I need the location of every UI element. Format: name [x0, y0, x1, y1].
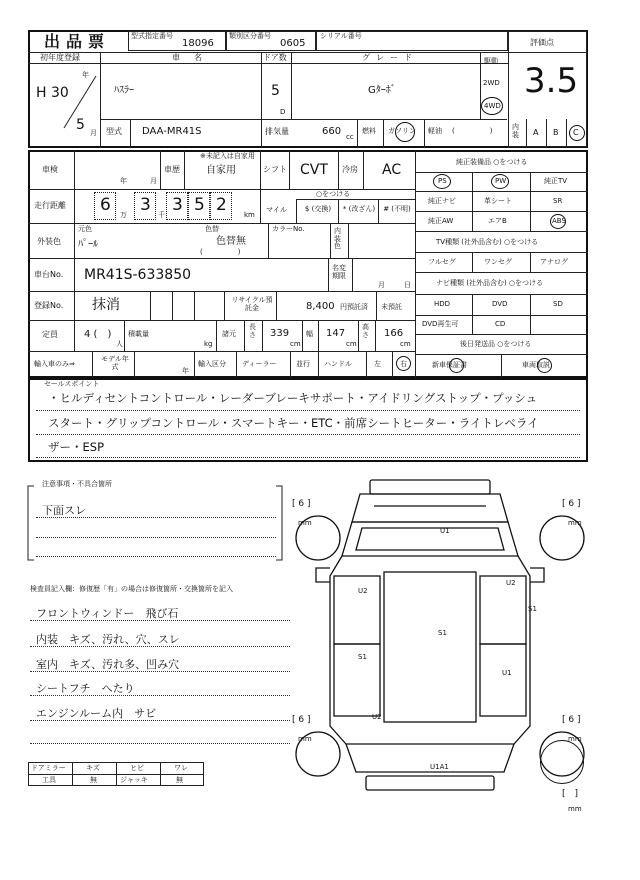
- fuel-gasoline-circle: [395, 122, 415, 142]
- fuel-gasoline: ガソリン: [388, 127, 416, 135]
- length-label: 長さ: [249, 323, 256, 339]
- legend-tools: 工具: [42, 776, 56, 784]
- doors-value: 5: [271, 83, 280, 99]
- category-label: 類別区分番号: [229, 32, 271, 40]
- after-warranty: 新車保証書: [432, 361, 467, 369]
- equip-pw: PW: [495, 177, 507, 185]
- mark-roof: S1: [438, 629, 447, 637]
- mark-windshield: U1: [440, 527, 450, 535]
- type-label: 型式: [106, 127, 122, 136]
- equip-leather: 革シート: [484, 197, 512, 205]
- mark-rear-bumper: U1A1: [430, 763, 449, 771]
- interior-c-circle: [569, 125, 585, 141]
- equip-airbag: エアB: [488, 217, 507, 225]
- mark-right-rear-door: U1: [502, 669, 512, 677]
- mark-right-front-door-s: S1: [528, 605, 537, 613]
- recycle-suffix: 円預託済: [340, 303, 368, 311]
- interior-b: B: [553, 128, 559, 137]
- registration-label: 登録No.: [34, 301, 64, 310]
- notes-label: 注意事項・不具合箇所: [42, 480, 112, 488]
- sales-point-line-1: ・ヒルディセントコントロール・レーダーブレーキサポート・アイドリングストップ・プッシュ: [48, 391, 538, 405]
- equip-sr: SR: [553, 197, 563, 205]
- rename-label: 名変期限: [332, 264, 346, 281]
- recycle-unpaid: 未預託: [381, 303, 402, 311]
- note-line-1: 下面スレ: [42, 504, 86, 517]
- mark-right-front-door-u: U2: [506, 579, 516, 587]
- model-designation-label: 型式指定番号: [131, 32, 173, 40]
- fuel-label: 燃料: [362, 127, 376, 135]
- rename-month-unit: 月: [378, 281, 385, 289]
- capacity-unit: 人: [116, 340, 123, 348]
- equip-ps-circle: [433, 174, 451, 189]
- grade-label: グレード: [362, 53, 418, 62]
- spare-tire: [540, 740, 584, 784]
- spare-bracket: [ ]: [562, 789, 579, 799]
- color-paren: ( ): [200, 248, 241, 256]
- tv-header: TV種類 (社外品含む) ○をつける: [436, 238, 539, 246]
- navi-header: ナビ種類 (社外品含む) ○をつける: [436, 279, 544, 287]
- tire-rr-depth: [ 6 ]: [562, 715, 581, 725]
- registration-value: 抹消: [92, 297, 120, 313]
- fuel-paren: ( ): [452, 127, 493, 135]
- color-number-label: 色替: [205, 225, 219, 233]
- mileage-digit-2-value: 3: [140, 195, 151, 215]
- after-manual-circle: [537, 358, 552, 373]
- legend-scratch: キズ: [86, 764, 100, 772]
- recycle-value: 8,400: [306, 301, 335, 312]
- inspector-label: 検査員記入欄：修復歴「有」の場合は修復箇所・交換箇所を記入: [30, 585, 233, 593]
- recycle-label: リサイクル預託金: [231, 296, 273, 313]
- handle-left: 左: [374, 360, 381, 368]
- equip-pw-circle: [491, 174, 509, 189]
- man-unit: 万: [120, 211, 127, 219]
- ac-value: AC: [382, 162, 402, 178]
- tire-rl-depth: [ 6 ]: [292, 715, 311, 725]
- score-value: 3.5: [524, 61, 579, 101]
- usage-value: 自家用: [206, 165, 236, 176]
- drive-4wd-circle: [481, 97, 503, 115]
- equip-tv: 純正TV: [544, 177, 568, 185]
- equip-abs-circle: [550, 214, 566, 229]
- interior-color-label: 内装色: [334, 227, 341, 251]
- sales-points-label: セールスポイント: [44, 380, 100, 388]
- sales-point-line-2: スタート・グリップコントロール・スマートキー・ETC・前席シートヒーター・ライトレベライ: [48, 416, 539, 430]
- length-value: 339: [270, 328, 290, 339]
- mark-left-front-door: U2: [358, 587, 368, 595]
- mileage-label: 走行距離: [34, 201, 66, 210]
- color-label: 外装色: [37, 237, 61, 246]
- sales-point-line-3: ザー・ESP: [48, 440, 105, 454]
- length-unit: cm: [290, 340, 301, 348]
- doors-label: ドア数: [263, 53, 287, 62]
- fuel-light-oil: 軽油: [428, 127, 442, 135]
- equip-aw: 純正AW: [428, 217, 454, 225]
- first-reg-label: 初年度登録: [40, 53, 80, 62]
- import-dealer: ディーラー: [242, 360, 277, 368]
- mark-rear-panel: U2: [372, 713, 382, 721]
- inspector-line-2: 内装 キズ、汚れ、穴、スレ: [36, 633, 180, 646]
- odo-modified: * (改ざん): [342, 205, 376, 213]
- shift-label: シフト: [263, 165, 287, 174]
- handle-label: ハンドル: [324, 360, 352, 368]
- grade-value: Gﾀｰﾎﾞ: [368, 85, 396, 96]
- usage-label: 車歴: [164, 165, 180, 174]
- equip-navi: 純正ナビ: [428, 197, 456, 205]
- tire-fr-mm: mm: [568, 519, 582, 527]
- model-year-unit: 年: [182, 367, 189, 375]
- form-title: 出品票: [44, 32, 111, 51]
- score-label: 評価点: [530, 38, 554, 47]
- odo-circle-note: ○をつける: [316, 190, 351, 198]
- import-parallel: 並行: [296, 360, 310, 368]
- mile-label: マイル: [266, 206, 287, 214]
- height-value: 166: [384, 328, 404, 339]
- inspection-label: 車検: [42, 165, 58, 174]
- odo-unknown: # (不明): [383, 205, 411, 213]
- first-reg-era: H 30: [36, 85, 69, 101]
- color-repaint-value: 色替無: [216, 236, 246, 247]
- shift-value: CVT: [300, 162, 328, 178]
- load-label: 積載量: [128, 330, 149, 338]
- legend-break: ワレ: [174, 764, 188, 772]
- inspector-line-5: エンジンルーム内 サビ: [36, 707, 157, 720]
- inspection-month-unit: 月: [150, 177, 157, 185]
- tire-rr-mm: mm: [568, 735, 582, 743]
- spare-mm: mm: [568, 805, 582, 813]
- car-name-label: 車名: [172, 53, 216, 62]
- displacement-value: 660: [322, 126, 342, 137]
- mileage-digit-3-value: 3: [172, 195, 183, 215]
- legend-jack-value: 無: [176, 776, 183, 784]
- width-label: 幅: [306, 330, 313, 338]
- mileage-digit-1-value: 6: [100, 195, 111, 215]
- tv-fullseg: フルセグ: [428, 258, 456, 266]
- year-unit: 年: [82, 71, 89, 79]
- drive-2wd: 2WD: [483, 79, 500, 87]
- displacement-label: 排気量: [265, 127, 289, 136]
- after-header: 後日発送品 ○をつける: [460, 340, 532, 348]
- interior-label: 内装: [512, 123, 519, 139]
- weight-label: 諸元: [222, 330, 236, 338]
- legend-tools-value: 無: [90, 776, 97, 784]
- tv-analog: アナログ: [540, 258, 568, 266]
- mark-left-rear-door: S1: [358, 653, 367, 661]
- height-label: 高さ: [362, 323, 369, 339]
- drive-label: 駆動: [484, 57, 498, 65]
- navi-dvd-play: DVD再生可: [422, 320, 459, 328]
- tire-rl-mm: mm: [298, 735, 312, 743]
- tv-oneseg: ワンセグ: [484, 258, 512, 266]
- first-reg-month: 5: [76, 117, 85, 133]
- notes-bracket: [26, 484, 286, 564]
- height-unit: cm: [400, 340, 411, 348]
- import-class-label: 輸入区分: [198, 360, 226, 368]
- ac-label: 冷房: [342, 165, 358, 174]
- interior-a: A: [533, 128, 539, 137]
- drive-4wd: 4WD: [484, 102, 501, 110]
- car-name-value: ﾊｽﾗｰ: [114, 85, 134, 96]
- chassis-label: 車台No.: [34, 270, 64, 279]
- inspector-line-1: フロントウィンドー 飛び石: [36, 607, 179, 620]
- navi-dvd: DVD: [492, 300, 508, 308]
- color-original-label: 元色: [78, 225, 92, 233]
- navi-sd: SD: [553, 300, 563, 308]
- legend-door-mirror: ドアミラー: [31, 764, 66, 772]
- inspector-line-3: 室内 キズ、汚れ多、凹み穴: [36, 658, 180, 671]
- equipment-header: 純正装備品 ○をつける: [456, 158, 528, 166]
- tire-fl-mm: mm: [298, 519, 312, 527]
- type-value: DAA-MR41S: [142, 126, 202, 137]
- kg-unit: kg: [204, 340, 213, 348]
- mileage-digit-4-value: 5: [194, 195, 205, 215]
- capacity-value: 4 ( ): [84, 329, 112, 340]
- navi-cd: CD: [495, 320, 506, 328]
- width-value: 147: [326, 328, 346, 339]
- equip-ps: PS: [438, 177, 447, 185]
- import-label: 輸入車のみ⇒: [34, 360, 75, 368]
- capacity-label: 定員: [42, 330, 58, 339]
- width-unit: cm: [346, 340, 357, 348]
- serial-label: シリアル番号: [320, 32, 362, 40]
- mileage-digit-5-value: 2: [216, 195, 227, 215]
- inspector-line-4: シートフチ へたり: [36, 682, 135, 695]
- odo-exchange: $ (交換): [304, 205, 332, 213]
- usage-note: ※未記入は自家用: [200, 152, 255, 160]
- month-unit: 月: [90, 129, 97, 137]
- km-unit: km: [244, 211, 255, 219]
- chassis-value: MR41S-633850: [84, 267, 192, 283]
- tire-fr-depth: [ 6 ]: [562, 499, 581, 509]
- model-designation-value: 18096: [182, 38, 214, 49]
- doors-type: D: [280, 108, 286, 116]
- after-warranty-circle: [449, 358, 464, 373]
- legend-jack: ジャッキ: [120, 776, 148, 784]
- legend-crack: ヒビ: [130, 764, 144, 772]
- rename-day-unit: 日: [404, 281, 411, 289]
- inspection-year-unit: 年: [120, 177, 127, 185]
- handle-right-circle: [396, 356, 411, 371]
- after-manual: 車両取説: [522, 361, 550, 369]
- equip-abs: ABS: [552, 217, 566, 225]
- model-year-label: モデル年式: [101, 355, 129, 372]
- color-no-label: カラーNo.: [272, 225, 305, 233]
- navi-hdd: HDD: [434, 300, 451, 308]
- tire-fl-depth: [ 6 ]: [292, 499, 311, 509]
- interior-c: C: [573, 128, 579, 137]
- handle-right: 右: [400, 360, 407, 368]
- sen-unit: 千: [158, 211, 165, 219]
- color-original-value: ﾊﾟｰﾙ: [78, 239, 98, 250]
- displacement-unit: cc: [346, 133, 354, 141]
- category-value: 0605: [280, 38, 306, 49]
